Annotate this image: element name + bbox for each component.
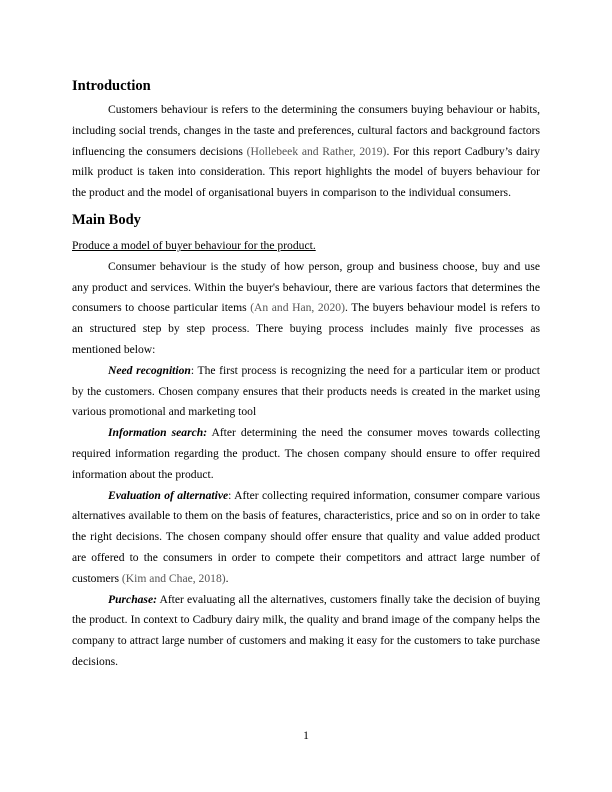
paragraph-text-tail: .	[225, 571, 229, 585]
introduction-text: Customers behaviour is refers to the determining the consumers buying behaviour or habits, including social trends, changes in the taste and preferences, cultural factors and background factors influencing the consumers decisions	[72, 103, 540, 158]
paragraph-text-tail: . The buyers behaviour model is refers to an structured step by step process. There buying process includes mainly five processes as mentioned below:	[72, 301, 541, 356]
page-content	[72, 76, 540, 673]
term-evaluation-of-alternative: Evaluation of alternative	[108, 488, 229, 502]
paragraph-text: : After collecting required information, consumer compare various alternatives available to them on the basis of features, characteristics, price and so on in order to take the right decisions. The chosen company should offer ensure that quality and value added product are offered to the consumers in order to compete their competitors and attract large number of customers	[72, 488, 540, 585]
page-number: 1	[303, 729, 309, 742]
section-subheading: Produce a model of buyer behaviour for the product.	[72, 238, 316, 252]
consumer-behaviour-paragraph	[72, 257, 540, 361]
term-purchase: Purchase:	[108, 592, 157, 606]
paragraph-text: Consumer behaviour is the study of how person, group and business choose, buy and use any product and services. Within the buyer's behaviour, there are various factors that determines the consumers to choose particular items	[72, 259, 540, 315]
introduction-paragraph	[72, 100, 540, 204]
paragraph-text: : The first process is recognizing the need for a particular item or product by the customers. Chosen company ensures that their products needs is created in the market using various promotional and marketing tool	[72, 363, 540, 419]
paragraph-text: After determining the need the consumer moves towards collecting required information regarding the product. The chosen company should ensure to offer required information about the product.	[72, 426, 541, 481]
introduction-text-tail: . For this report Cadbury’s dairy milk product is taken into consideration. This report highlights the model of buyers behaviour for the product and the model of organisational buyers in comparison to the individual consumers.	[72, 144, 540, 200]
citation: (Hollebeek and Rather, 2019)	[246, 144, 387, 158]
information-search-paragraph	[72, 423, 540, 485]
term-need-recognition: Need recognition	[108, 363, 191, 377]
main-body-heading: Main Body	[72, 211, 141, 228]
need-recognition-paragraph	[72, 361, 540, 423]
introduction-heading: Introduction	[72, 78, 151, 94]
evaluation-paragraph	[72, 486, 540, 590]
paragraph-text: After evaluating all the alternatives, customers finally take the decision of buying the product. In context to Cadbury dairy milk, the quality and brand image of the company helps the company to attract large number of customers and making it easy for the customers to take purchase decisions.	[72, 592, 540, 668]
citation: (An and Han, 2020)	[250, 301, 345, 315]
citation: (Kim and Chae, 2018)	[121, 571, 226, 585]
purchase-paragraph	[72, 590, 540, 673]
term-information-search: Information search:	[108, 426, 208, 440]
